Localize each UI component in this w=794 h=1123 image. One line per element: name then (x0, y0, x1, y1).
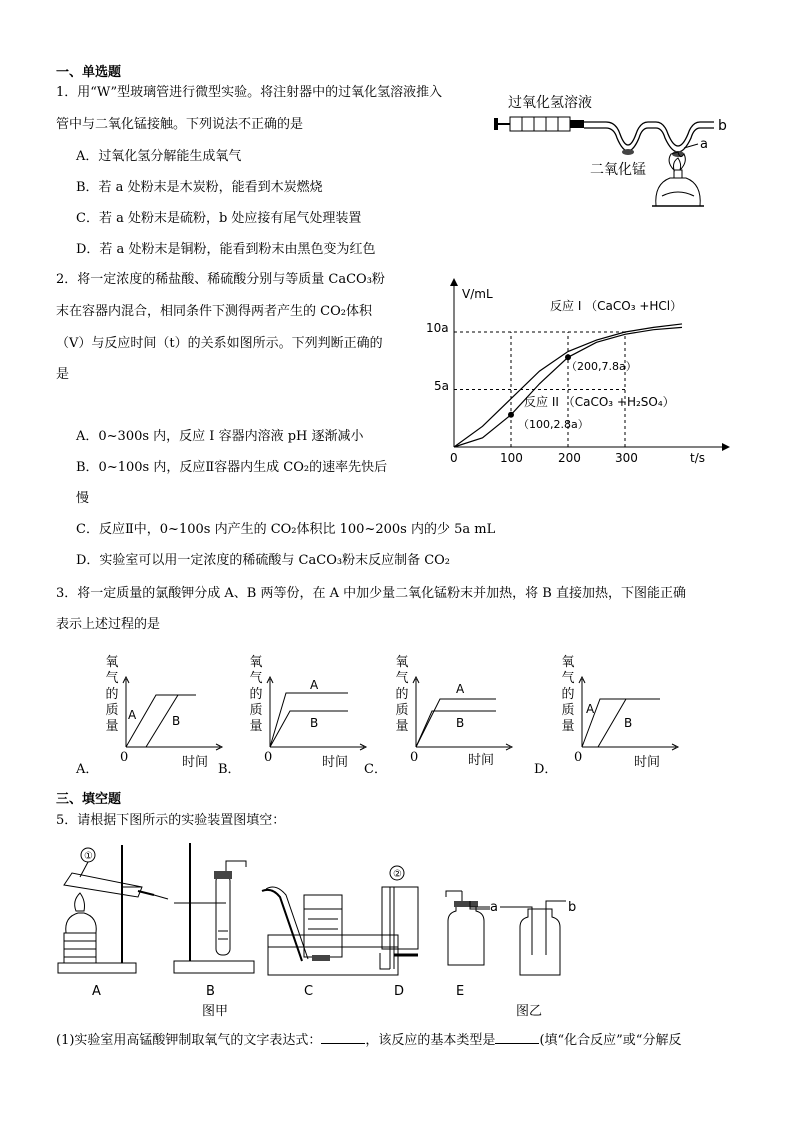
apparatus-e (446, 891, 490, 965)
co2-volume-chart (420, 270, 740, 470)
q1-option-d: D．若 a 处粉末是铜粉，能看到粉末由黑色变为红色 (76, 242, 376, 257)
option-c-label: C． (364, 762, 387, 777)
q3-stem-line1: 3．将一定质量的氯酸钾分成 A、B 两等份，在 A 中加少量二氧化锰粉末并加热，将 B 直接加热，下图能正确 (56, 586, 686, 601)
q3-graph-c (364, 655, 514, 780)
option-a-label: A． (76, 762, 99, 777)
q3-graph-b (218, 655, 368, 780)
label-b: B (206, 984, 215, 999)
q3-graph-d (534, 655, 684, 780)
lab-apparatus-figure (50, 835, 750, 1020)
section-heading: 一、单选题 (56, 65, 122, 80)
label-a: A (92, 984, 101, 999)
q1-option-c: C．若 a 处粉末是硫粉，b 处应接有尾气处理装置 (76, 211, 362, 226)
annotated-point-2 (508, 412, 514, 418)
q2-stem-line1: 2．将一定浓度的稀盐酸、稀硫酸分别与等质量 CaCO₃粉 (56, 272, 385, 287)
figure-yi-label: 图乙 (516, 1004, 543, 1019)
q5-sub1-part2: ，该反应的基本类型是 (365, 1033, 496, 1048)
q5-sub1-part3: (填“化合反应”或“分解反 (539, 1033, 682, 1048)
x-axis-label: 时间 (634, 755, 661, 770)
q1-option-a: A．过氧化氢分解能生成氧气 (76, 149, 242, 164)
apparatus-c (262, 887, 398, 975)
curve-b-label: B (172, 714, 181, 728)
x-axis-label: 时间 (468, 753, 495, 768)
q2-option-b-line1: B．0~100s 内，反应Ⅱ容器内生成 CO₂的速率先快后 (76, 460, 388, 475)
q2-option-c: C．反应Ⅱ中，0~100s 内产生的 CO₂体积比 100~200s 内的少 5a mL (76, 522, 496, 537)
apparatus-a (58, 845, 168, 973)
q5-sub1 (56, 1031, 681, 1050)
curve-a-label: A (128, 708, 137, 722)
curve-a-label: A (456, 682, 465, 696)
circle-1-label: ① (84, 851, 93, 862)
q3-stem-line2: 表示上述过程的是 (56, 617, 161, 632)
y-tick-10a: 10a (426, 321, 449, 335)
section-heading: 三、填空题 (56, 792, 122, 807)
label-e: E (456, 984, 465, 999)
q2-option-d: D．实验室可以用一定浓度的稀硫酸与 CaCO₃粉末反应制备 CO₂ (76, 553, 451, 568)
apparatus-d (380, 866, 418, 969)
q3-graph-b-plot (264, 675, 374, 755)
point1-label: （200,7.8a） (566, 360, 637, 373)
curve-a-label: A (586, 702, 595, 716)
x-axis-label: 时间 (322, 755, 349, 770)
label-c: C (304, 984, 314, 999)
x-tick-0: 0 (450, 451, 458, 465)
q3-graph-c-plot (410, 675, 520, 755)
curve-b-label: B (456, 716, 465, 730)
port-b-label: b (718, 118, 727, 134)
x-tick-200: 200 (558, 451, 581, 465)
series1-label: 反应 I （CaCO₃ +HCl） (550, 299, 683, 313)
port-a-label: a (490, 900, 498, 915)
y-axis-label: V/mL (462, 287, 493, 301)
q2-option-a: A．0~300s 内，反应 I 容器内溶液 pH 逐渐减小 (76, 429, 364, 444)
option-b-label: B． (218, 762, 241, 777)
mno2-label: 二氧化锰 (590, 162, 646, 178)
option-d-label: D． (534, 762, 558, 777)
answer-blank-2[interactable] (495, 1031, 539, 1044)
origin-label: 0 (410, 750, 419, 765)
series2-label: 反应 II （CaCO₃ +H₂SO₄） (524, 395, 675, 409)
curve-b-label: B (310, 716, 319, 730)
figure-jia-label: 图甲 (202, 1004, 229, 1019)
q2-option-b-line2: 慢 (76, 491, 90, 506)
q3-graph-a-plot (120, 675, 230, 755)
q2-stem-line2: 末在容器内混合，相同条件下测得两者产生的 CO₂体积 (56, 304, 372, 319)
q5-sub1-part1: (1)实验室用高锰酸钾制取氧气的文字表达式： (56, 1033, 322, 1048)
q2-stem-line4: 是 (56, 367, 70, 382)
label-d: D (394, 984, 405, 999)
origin-label: 0 (120, 750, 129, 765)
curve-b-label: B (624, 716, 633, 730)
y-tick-5a: 5a (434, 379, 449, 393)
x-tick-100: 100 (500, 451, 523, 465)
w-tube-apparatus-figure (488, 88, 728, 213)
origin-label: 0 (574, 750, 583, 765)
q3-graph-a (76, 655, 226, 780)
answer-blank-1[interactable] (321, 1031, 365, 1044)
h2o2-label: 过氧化氢溶液 (508, 95, 592, 111)
circle-2-label: ② (393, 869, 402, 880)
apparatus-b (174, 843, 254, 973)
point2-label: （100,2.8a） (518, 418, 589, 431)
port-b-label: b (568, 900, 577, 915)
q1-option-b: B．若 a 处粉末是木炭粉，能看到木炭燃烧 (76, 180, 323, 195)
y-axis-label: 氧气的质量 (561, 655, 575, 734)
curve-a-label: A (310, 678, 319, 692)
q1-stem-line2: 管中与二氧化锰接触。下列说法不正确的是 (56, 117, 304, 132)
x-axis-label: 时间 (182, 755, 209, 770)
origin-label: 0 (264, 750, 273, 765)
q1-stem-line1: 1．用“W”型玻璃管进行微型实验。将注射器中的过氧化氢溶液推入 (56, 85, 443, 100)
port-a-label: a (700, 137, 708, 152)
x-tick-300: 300 (615, 451, 638, 465)
q2-stem-line3: （V）与反应时间（t）的关系如图所示。下列判断正确的 (56, 336, 383, 351)
y-axis-label: 氧气的质量 (395, 655, 409, 734)
q5-stem: 5．请根据下图所示的实验装置图填空： (56, 813, 286, 828)
y-axis-label: 氧气的质量 (105, 655, 119, 734)
q3-graph-d-plot (576, 675, 686, 755)
apparatus-yi (490, 900, 576, 975)
x-axis-label: t/s (690, 451, 705, 465)
y-axis-label: 氧气的质量 (249, 655, 263, 734)
